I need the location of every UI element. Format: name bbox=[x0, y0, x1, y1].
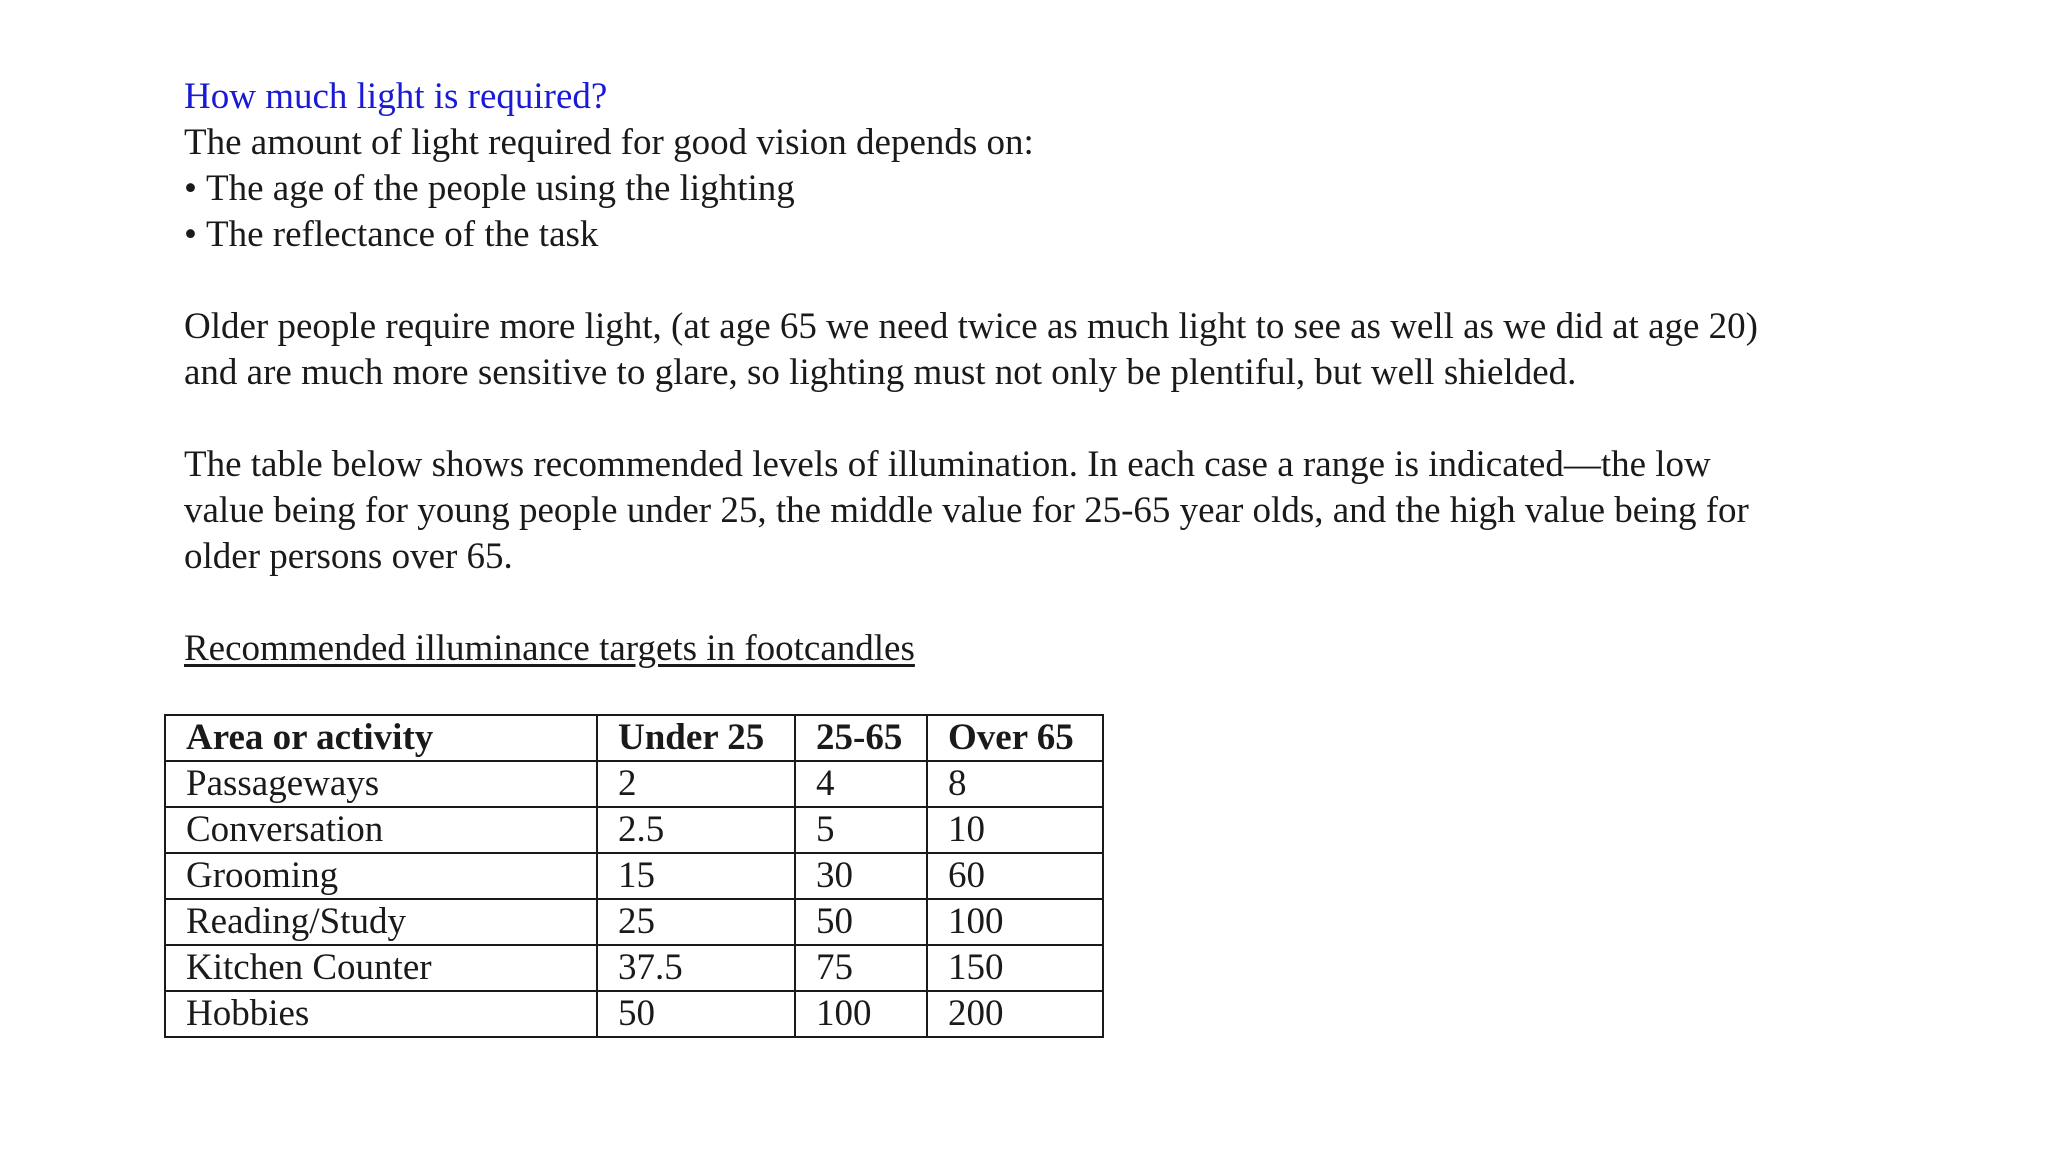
paragraph-line: Older people require more light, (at age 65 we need twice as much light to see as well as we did at age 20) bbox=[184, 306, 1758, 347]
table-cell: 2 bbox=[597, 761, 795, 807]
table-cell: 8 bbox=[927, 761, 1103, 807]
bullet-item: • The reflectance of the task bbox=[184, 212, 1904, 258]
table-cell: 75 bbox=[795, 945, 927, 991]
table-cell-area: Passageways bbox=[165, 761, 597, 807]
column-header-area: Area or activity bbox=[165, 715, 597, 761]
table-cell: 60 bbox=[927, 853, 1103, 899]
table-cell-area: Reading/Study bbox=[165, 899, 597, 945]
table-cell: 30 bbox=[795, 853, 927, 899]
table-cell: 50 bbox=[795, 899, 927, 945]
table-cell: 2.5 bbox=[597, 807, 795, 853]
table-cell: 100 bbox=[927, 899, 1103, 945]
table-row bbox=[165, 761, 1103, 807]
table-cell: 50 bbox=[597, 991, 795, 1037]
intro-text: The amount of light required for good vision depends on: bbox=[184, 122, 1034, 163]
document-body bbox=[184, 74, 1904, 672]
table-cell: 5 bbox=[795, 807, 927, 853]
column-header-under-25: Under 25 bbox=[597, 715, 795, 761]
table-cell-area: Kitchen Counter bbox=[165, 945, 597, 991]
paragraph-line: and are much more sensitive to glare, so lighting must not only be plentiful, but well shielded. bbox=[184, 352, 1577, 393]
table-cell: 4 bbox=[795, 761, 927, 807]
illuminance-table bbox=[164, 714, 1104, 1038]
table-cell: 10 bbox=[927, 807, 1103, 853]
section-heading: How much light is required? bbox=[184, 76, 608, 117]
table-caption: Recommended illuminance targets in footcandles bbox=[184, 628, 915, 669]
table-row bbox=[165, 945, 1103, 991]
table-cell: 150 bbox=[927, 945, 1103, 991]
paragraph-older-people bbox=[184, 304, 1904, 396]
paragraph-line: The table below shows recommended levels of illumination. In each case a range is indicated—the low bbox=[184, 444, 1711, 485]
paragraph-line: older persons over 65. bbox=[184, 536, 513, 577]
table-cell: 100 bbox=[795, 991, 927, 1037]
table-cell: 200 bbox=[927, 991, 1103, 1037]
table-cell-area: Conversation bbox=[165, 807, 597, 853]
bullet-item: • The age of the people using the lighting bbox=[184, 166, 1904, 212]
table-row bbox=[165, 991, 1103, 1037]
column-header-over-65: Over 65 bbox=[927, 715, 1103, 761]
paragraph-line: value being for young people under 25, the middle value for 25-65 year olds, and the high value being for bbox=[184, 490, 1749, 531]
table-header-row bbox=[165, 715, 1103, 761]
paragraph-table-intro bbox=[184, 442, 1904, 580]
table-row bbox=[165, 899, 1103, 945]
table-cell: 15 bbox=[597, 853, 795, 899]
table-row bbox=[165, 853, 1103, 899]
table-cell: 25 bbox=[597, 899, 795, 945]
column-header-25-65: 25-65 bbox=[795, 715, 927, 761]
table-cell: 37.5 bbox=[597, 945, 795, 991]
table-cell-area: Hobbies bbox=[165, 991, 597, 1037]
table-row bbox=[165, 807, 1103, 853]
table-cell-area: Grooming bbox=[165, 853, 597, 899]
